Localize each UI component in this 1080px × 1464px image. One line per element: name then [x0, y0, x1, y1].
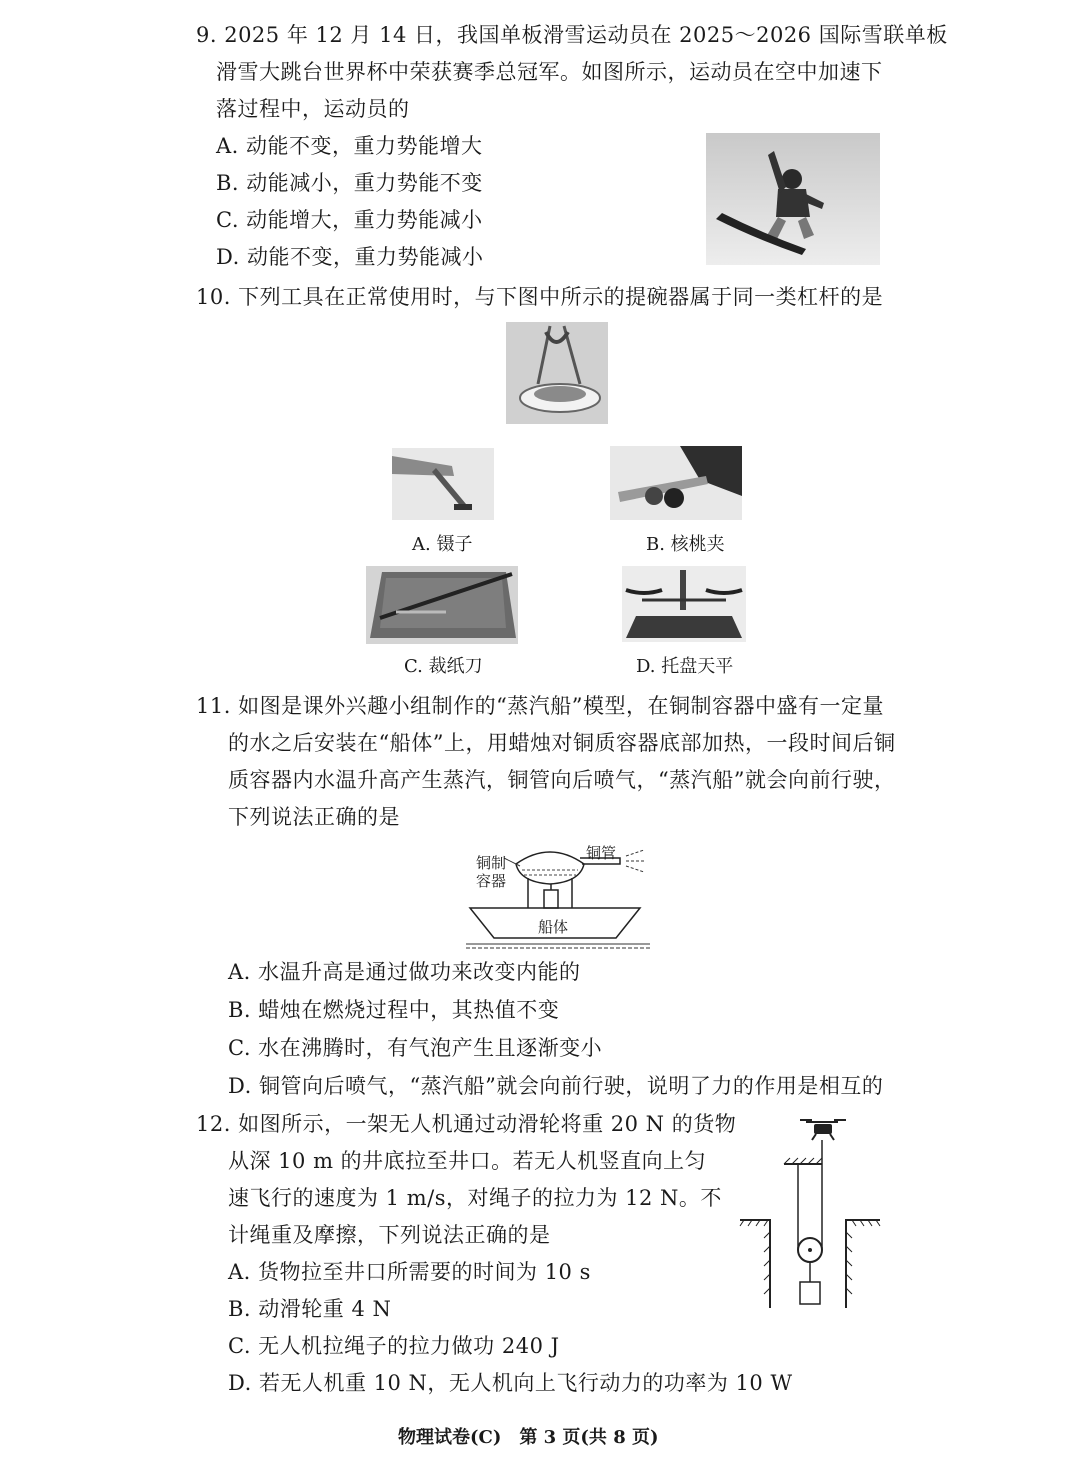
- diagram-label-hull: 船体: [538, 918, 569, 936]
- diagram-label-copper-container-2: 容器: [476, 872, 507, 890]
- q12-option-d: D. 若无人机重 10 N，无人机向上飞行动力的功率为 10 W: [228, 1371, 793, 1395]
- q9-option-a: A. 动能不变，重力势能增大: [216, 134, 483, 158]
- q10-caption-b: B. 核桃夹: [646, 534, 725, 555]
- diagram-label-copper-container-1: 铜制: [476, 854, 507, 872]
- snowboarder-photo: [706, 133, 880, 265]
- q9-stem-line-1: 9. 2025 年 12 月 14 日，我国单板滑雪运动员在 2025～2026 国际雪联单板: [196, 23, 948, 47]
- q9-stem-line-3: 落过程中，运动员的: [216, 97, 410, 121]
- q11-stem-line-2: 的水之后安装在“船体”上，用蜡烛对铜质容器底部加热，一段时间后铜: [228, 731, 896, 755]
- q11-option-c: C. 水在沸腾时，有气泡产生且逐渐变小: [228, 1036, 603, 1060]
- q9-option-d: D. 动能不变，重力势能减小: [216, 245, 484, 269]
- q10-caption-d: D. 托盘天平: [636, 656, 734, 677]
- q12-stem-line-4: 计绳重及摩擦，下列说法正确的是: [228, 1223, 551, 1247]
- bowl-lifter-photo: [506, 322, 608, 424]
- q11-stem-line-4: 下列说法正确的是: [228, 805, 400, 829]
- page-footer: 物理试卷(C) 第 3 页(共 8 页): [398, 1427, 659, 1448]
- q11-stem-line-3: 质容器内水温升高产生蒸汽，铜管向后喷气，“蒸汽船”就会向前行驶，: [228, 768, 896, 792]
- q9-stem-line-2: 滑雪大跳台世界杯中荣获赛季总冠军。如图所示，运动员在空中加速下: [216, 60, 883, 84]
- tweezers-photo: [392, 448, 494, 520]
- balance-scale-photo: [622, 566, 746, 642]
- q12-stem-line-1: 12. 如图所示，一架无人机通过动滑轮将重 20 N 的货物: [196, 1112, 737, 1136]
- paper-cutter-photo: [366, 566, 518, 644]
- drone-pulley-well-diagram: [740, 1118, 880, 1308]
- q9-option-b: B. 动能减小，重力势能不变: [216, 171, 483, 195]
- q12-option-b: B. 动滑轮重 4 N: [228, 1297, 392, 1321]
- q11-option-b: B. 蜡烛在燃烧过程中，其热值不变: [228, 998, 560, 1022]
- q11-option-a: A. 水温升高是通过做功来改变内能的: [228, 960, 581, 984]
- nutcracker-photo: [610, 446, 742, 520]
- q12-stem-line-2: 从深 10 m 的井底拉至井口。若无人机竖直向上匀: [228, 1149, 707, 1173]
- diagram-label-copper-pipe: 铜管: [586, 844, 617, 862]
- q11-option-d: D. 铜管向后喷气，“蒸汽船”就会向前行驶，说明了力的作用是相互的: [228, 1074, 884, 1098]
- q9-option-c: C. 动能增大，重力势能减小: [216, 208, 483, 232]
- q10-caption-a: A. 镊子: [412, 534, 473, 555]
- q11-stem-line-1: 11. 如图是课外兴趣小组制作的“蒸汽船”模型，在铜制容器中盛有一定量: [196, 694, 885, 718]
- q10-stem-line-1: 10. 下列工具在正常使用时，与下图中所示的提碗器属于同一类杠杆的是: [196, 285, 884, 309]
- q12-stem-line-3: 速飞行的速度为 1 m/s，对绳子的拉力为 12 N。不: [228, 1186, 722, 1210]
- q12-option-a: A. 货物拉至井口所需要的时间为 10 s: [228, 1260, 591, 1284]
- q10-caption-c: C. 裁纸刀: [404, 656, 483, 677]
- q12-option-c: C. 无人机拉绳子的拉力做功 240 J: [228, 1334, 560, 1358]
